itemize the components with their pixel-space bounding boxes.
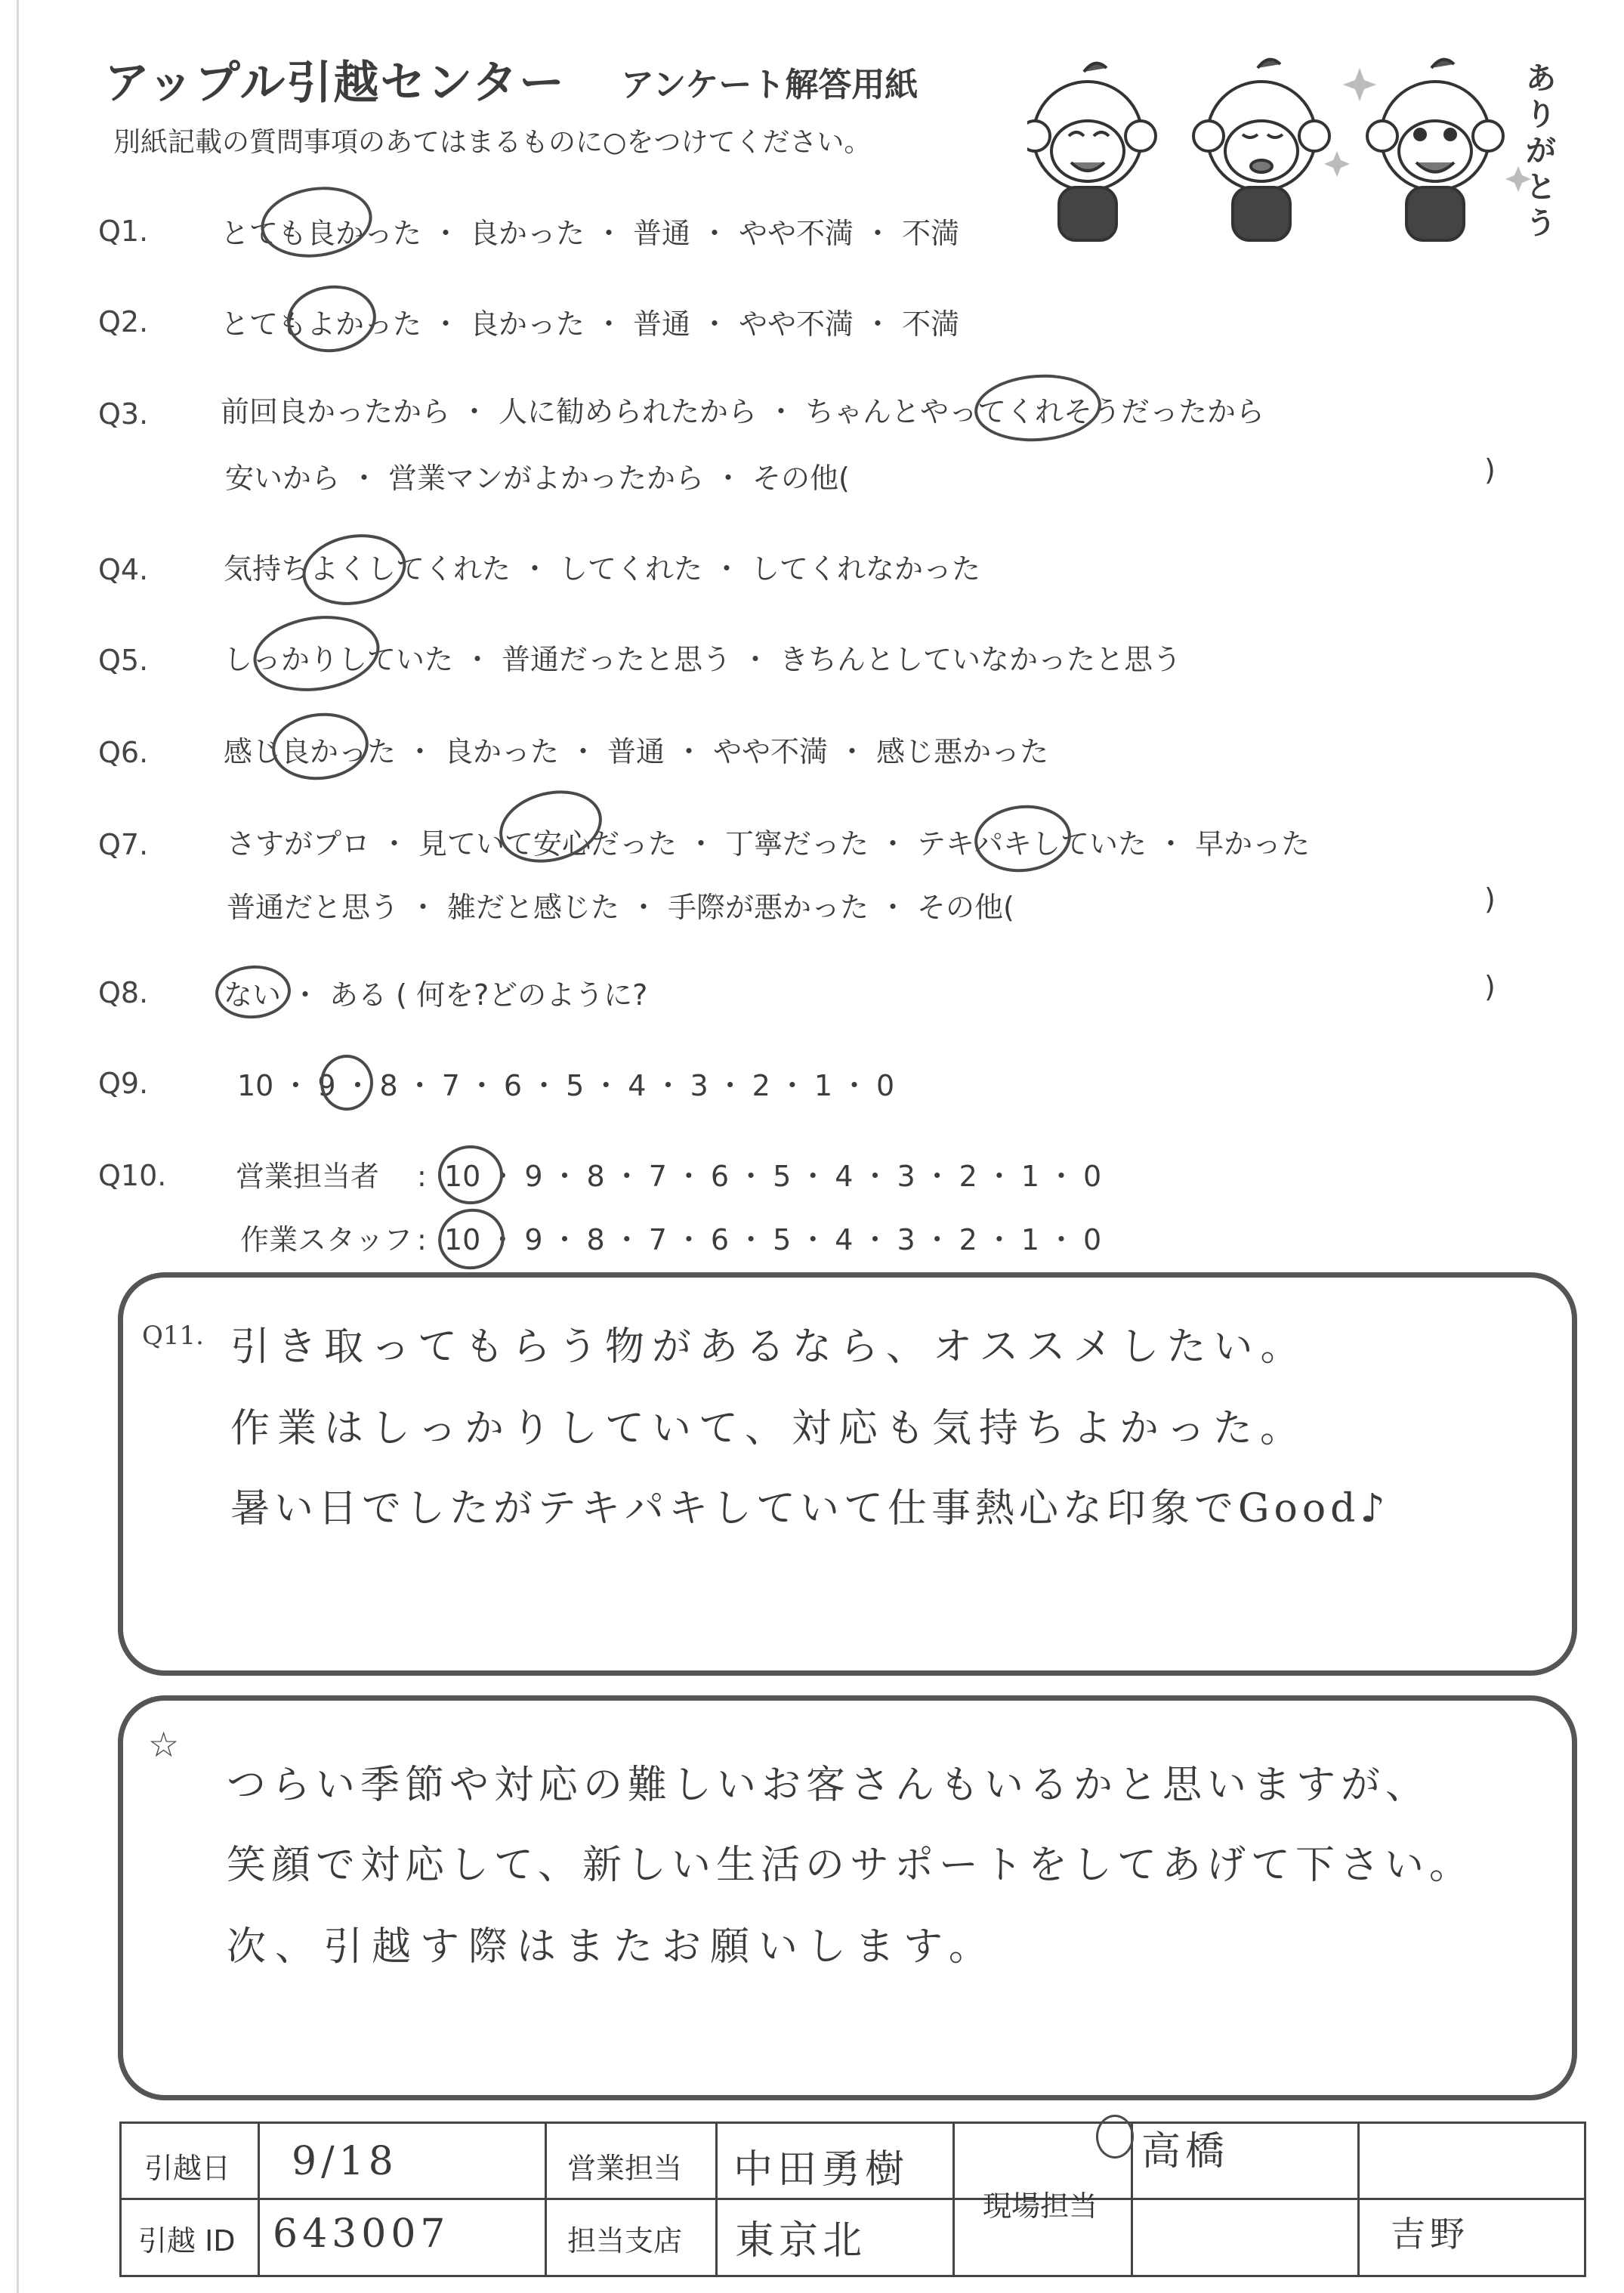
separator: ・ [687,827,716,861]
option[interactable]: 普通 [633,217,691,250]
option[interactable]: きちんとしていなかったと思う [780,643,1182,676]
score-option[interactable]: 0 [876,1069,895,1102]
answer-circle-mark [249,608,384,699]
score-option[interactable]: 10 [444,1160,481,1193]
score-option[interactable]: 5 [773,1223,792,1256]
score-option[interactable]: 0 [1083,1223,1102,1256]
question-label: Q6. [98,736,149,769]
score-option[interactable]: 2 [959,1223,977,1256]
score-row [236,1153,1101,1194]
separator: ・ [520,552,550,586]
score-row [240,1216,1101,1258]
separator: ・ [1047,1223,1076,1256]
question-label: Q1. [98,215,149,248]
option[interactable]: 不満 [902,307,960,341]
separator: ・ [612,1160,641,1193]
option[interactable]: 営業マンがよかったから [388,462,705,495]
question-label: Q8. [98,976,149,1009]
handwritten-message-line: つらい季節や対応の難しいお客さんもいるかと思いますが、 [227,1763,1431,1808]
separator: ・ [281,1069,310,1102]
question-label: Q5. [98,644,149,677]
score-option[interactable]: 3 [690,1069,709,1102]
option[interactable]: 良かった [470,217,585,250]
option[interactable]: さすがプロ [227,827,371,861]
move-date-label: 引越日 [144,2152,231,2185]
separator: ・ [798,1160,828,1193]
separator: ・ [463,643,492,676]
option[interactable]: しっかりしていた [224,643,454,676]
option[interactable]: 普通だと思う [227,891,400,924]
site-staff-label: 現場担当 [983,2189,1098,2223]
star-icon: ☆ [148,1724,180,1765]
separator: ・ [860,1160,890,1193]
question-options [221,388,1264,430]
separator: ・ [715,1069,745,1102]
score-option[interactable]: 10 [444,1223,481,1256]
separator: ・ [741,643,770,676]
handwritten-comment-line: 引き取ってもらう物があるなら、オススメしたい。 [230,1324,1308,1370]
separator: ・ [922,1160,952,1193]
separator: ・ [405,1069,434,1102]
separator: ・ [1047,1160,1076,1193]
score-option[interactable]: 4 [835,1160,854,1193]
option[interactable]: 手際が悪かった [668,891,869,924]
option[interactable]: とても良かった [221,217,422,250]
separator: ・ [350,462,379,495]
move-id-label: 引越 ID [138,2224,236,2257]
separator: ・ [840,1069,869,1102]
thank-you-text: ありがとう [1526,61,1556,241]
option[interactable]: 普通だったと思う [502,643,732,676]
score-row-name: 作業スタッフ [240,1223,413,1256]
score-option[interactable]: 7 [648,1223,667,1256]
separator: ・ [700,307,730,341]
option[interactable]: 丁寧だった [725,827,869,861]
option[interactable]: ない [224,978,282,1012]
separator: ・ [431,307,461,341]
question-options [227,820,1310,862]
score-option[interactable]: 9 [317,1069,336,1102]
separator: ・ [675,735,704,768]
separator: ・ [488,1223,517,1256]
separator: ・ [863,307,893,341]
separator: ・ [838,735,867,768]
score-option[interactable]: 6 [503,1069,523,1102]
site-staff-value: 吉野 [1391,2214,1469,2254]
monkey-mascots-illustration [1027,53,1556,249]
separator: ・ [922,1223,952,1256]
table-rule [715,2124,718,2275]
form-subtitle: アンケート解答用紙 [621,66,919,104]
option[interactable]: 良かった [470,307,585,341]
branch-value: 東京北 [735,2218,867,2264]
option[interactable]: とてもよかった [221,307,422,341]
question-label: Q10. [98,1159,167,1192]
separator: ・ [380,827,409,861]
option[interactable]: その他( [752,462,850,495]
colon: : [417,1223,427,1256]
score-option[interactable]: 4 [628,1069,647,1102]
option[interactable]: 前回良かったから [221,395,451,428]
answer-circle-mark [972,370,1104,446]
separator: ・ [860,1223,890,1256]
option[interactable]: 早かった [1195,827,1311,861]
option[interactable]: やや不満 [739,307,854,341]
option[interactable]: 安いから [225,462,341,495]
option[interactable]: やや不満 [739,217,854,250]
separator: ・ [878,891,908,924]
separator: ・ [674,1223,703,1256]
option[interactable]: 感じ悪かった [876,735,1049,768]
score-option[interactable]: 6 [710,1223,730,1256]
paren-close: ) [1484,970,1496,1003]
table-rule [1357,2124,1360,2275]
option[interactable]: ある ( 何を?どのように? [329,978,648,1012]
question-label: Q7. [98,828,149,861]
score-option[interactable]: 9 [524,1223,543,1256]
handwritten-comment-line: 作業はしっかりしていて、対応も気持ちよかった。 [230,1406,1307,1451]
move-info-table [119,2121,1586,2277]
table-rule [122,2198,1131,2200]
score-option[interactable]: 7 [648,1160,667,1193]
site-leader-value: 高橋 [1141,2129,1230,2174]
separator: ・ [409,891,438,924]
branch-label: 担当支店 [567,2224,683,2257]
score-option[interactable]: 3 [897,1160,915,1193]
separator: ・ [550,1160,579,1193]
option[interactable]: やや不満 [713,735,829,768]
score-option[interactable]: 10 [237,1069,274,1102]
question-label: Q4. [98,553,149,586]
separator: ・ [488,1160,517,1193]
q11-label: Q11. [142,1321,204,1351]
move-date-value: 9/18 [292,2139,398,2184]
sales-label: 営業担当 [567,2152,683,2185]
separator: ・ [594,307,624,341]
score-option[interactable]: 8 [379,1069,398,1102]
option[interactable]: その他( [917,891,1014,924]
score-option[interactable]: 3 [897,1223,915,1256]
question-label: Q9. [98,1067,149,1100]
separator: ・ [1156,827,1186,861]
score-option[interactable]: 5 [773,1160,792,1193]
handwritten-comment-line: 暑い日でしたがテキパキしていて仕事熱心な印象でGood♪ [230,1486,1390,1531]
separator: ・ [700,217,730,250]
separator: ・ [984,1160,1014,1193]
paren-close: ) [1484,882,1496,916]
question-options [225,455,850,496]
question-label: Q3. [98,397,149,431]
answer-circle-mark [297,527,412,613]
separator: ・ [878,827,908,861]
score-option[interactable]: 4 [835,1223,854,1256]
form-instruction: 別紙記載の質問事項のあてはまるものに○をつけてください。 [113,127,872,158]
score-option[interactable]: 1 [1020,1223,1040,1256]
option[interactable]: テキパキしていた [917,827,1147,861]
option[interactable]: 気持ちよくしてくれた [224,552,511,586]
separator: ・ [467,1069,496,1102]
question-options [227,884,1014,926]
separator: ・ [569,735,598,768]
option[interactable]: 雑だと感じた [447,891,620,924]
separator: ・ [406,735,435,768]
answer-circle-mark [438,1145,503,1204]
score-option[interactable]: 2 [959,1160,977,1193]
answer-circle-mark [433,1203,511,1276]
score-option[interactable]: 7 [441,1069,460,1102]
answer-circle-mark [269,709,372,785]
score-option[interactable]: 8 [586,1223,605,1256]
separator: ・ [550,1223,579,1256]
score-option[interactable]: 0 [1083,1160,1102,1193]
score-option[interactable]: 1 [1020,1160,1040,1193]
separator: ・ [984,1223,1014,1256]
move-id-value: 643007 [273,2211,450,2257]
option[interactable]: ちゃんとやってくれそうだったから [805,395,1265,428]
answer-circle-mark [320,1055,373,1111]
separator: ・ [343,1069,372,1102]
separator: ・ [291,978,320,1012]
separator: ・ [591,1069,621,1102]
score-row-name: 営業担当者 [236,1160,380,1193]
option[interactable]: 不満 [902,217,960,250]
option[interactable]: してくれなかった [751,552,981,586]
table-rule [545,2124,547,2275]
separator: ・ [736,1160,766,1193]
score-option[interactable]: 1 [814,1069,833,1102]
table-rule [952,2124,955,2275]
answer-circle-mark [284,281,380,357]
option[interactable]: 人に勧められたから [499,395,758,428]
score-option[interactable]: 9 [524,1160,543,1193]
scan-edge-line [17,0,19,2293]
separator: ・ [594,217,624,250]
colon: : [417,1160,427,1193]
option[interactable]: 普通 [607,735,665,768]
handwritten-message-line: 次、引越す際はまたお願いします。 [227,1924,997,1970]
table-rule [258,2124,260,2275]
separator: ・ [736,1223,766,1256]
sales-person-value: 中田勇樹 [733,2147,909,2193]
handwritten-message-line: 笑顔で対応して、新しい生活のサポートをしてあげて下さい。 [227,1843,1474,1888]
score-option[interactable]: 2 [752,1069,770,1102]
question-label: Q2. [98,305,149,338]
separator: ・ [431,217,461,250]
score-option[interactable]: 8 [586,1160,605,1193]
option[interactable]: 感じ良かった [224,735,397,768]
separator: ・ [460,395,489,428]
option[interactable]: 良かった [444,735,560,768]
separator: ・ [529,1069,559,1102]
option[interactable]: 普通 [633,307,691,341]
separator: ・ [712,552,742,586]
answer-circle-mark [256,180,376,264]
separator: ・ [714,462,743,495]
separator: ・ [629,891,659,924]
separator: ・ [674,1160,703,1193]
separator: ・ [798,1223,828,1256]
separator: ・ [653,1069,683,1102]
separator: ・ [612,1223,641,1256]
option[interactable]: してくれた [559,552,703,586]
separator: ・ [863,217,893,250]
score-option[interactable]: 6 [710,1160,730,1193]
option[interactable]: 見ていて安心だった [418,827,678,861]
paren-close: ) [1484,453,1496,487]
leader-mark-icon [1096,2115,1134,2159]
company-title: アップル引越センター [104,57,566,110]
separator: ・ [777,1069,807,1102]
separator: ・ [767,395,796,428]
score-option[interactable]: 5 [566,1069,585,1102]
answer-circle-mark [971,801,1074,877]
